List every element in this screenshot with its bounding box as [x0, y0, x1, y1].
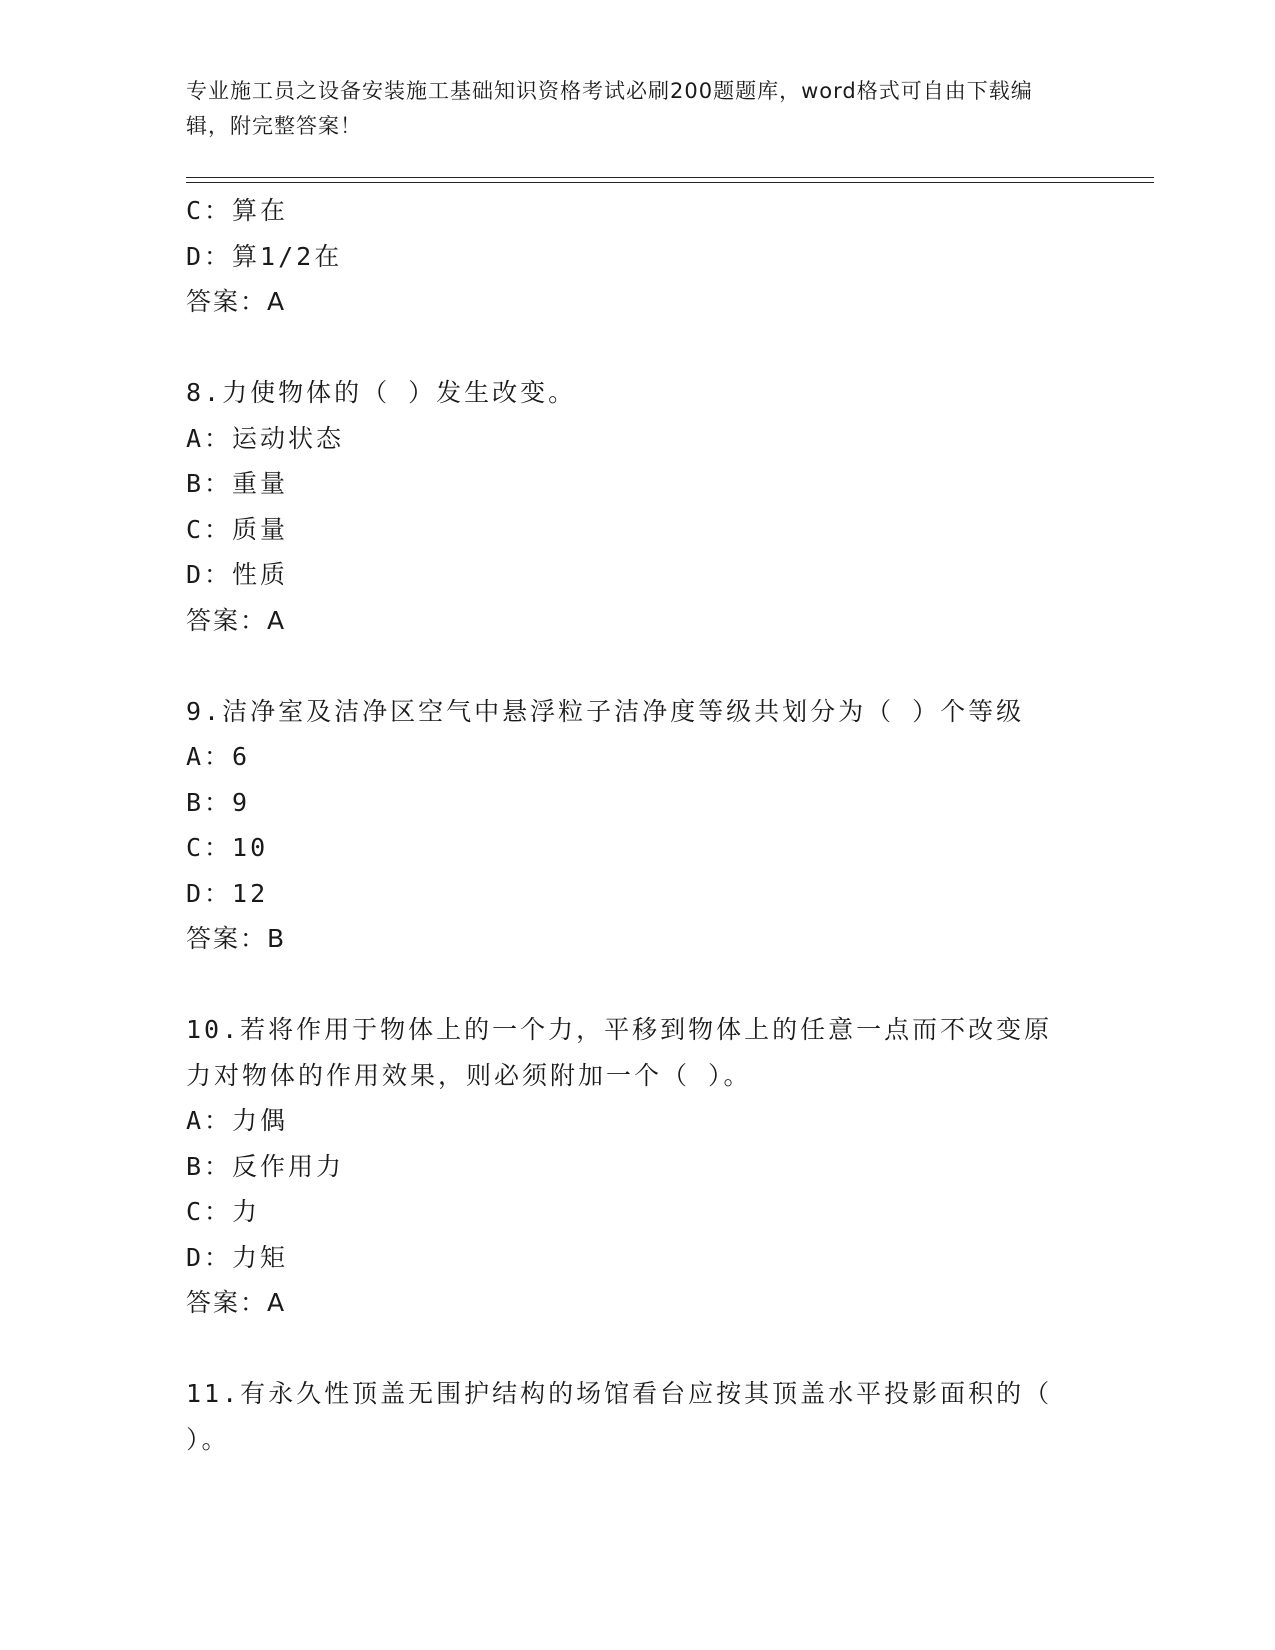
question-list	[186, 188, 1086, 1462]
spacer	[186, 643, 1086, 689]
document-title: 专业施工员之设备安装施工基础知识资格考试必刷200题题库，word格式可自由下载编辑，附完整答案！	[186, 79, 1033, 138]
question-text: 8.力使物体的（ ）发生改变。	[186, 378, 577, 407]
question-7	[186, 188, 1086, 325]
option-c: C：10	[186, 833, 269, 862]
document-header	[186, 74, 1066, 144]
option-a: A：运动状态	[186, 423, 345, 453]
option-d: D：12	[186, 878, 269, 908]
question-10	[186, 1007, 1086, 1326]
option-b: B：重量	[186, 469, 289, 498]
option-b: B：反作用力	[186, 1151, 345, 1181]
option-a: A：6	[186, 742, 251, 771]
header-divider-bottom	[186, 182, 1154, 183]
question-text-line-2: 力对物体的作用效果，则必须附加一个（ ）。	[186, 1060, 752, 1090]
question-text: 9.洁净室及洁净区空气中悬浮粒子洁净度等级共划分为（ ）个等级	[186, 696, 1025, 726]
answer: 答案：A	[186, 287, 287, 316]
question-text-line-2: ）。	[186, 1424, 230, 1454]
option-b: B：9	[186, 787, 251, 817]
option-a: A：力偶	[186, 1106, 289, 1135]
option-c: C：质量	[186, 514, 289, 544]
answer: 答案：A	[186, 1288, 287, 1317]
option-d: D：算1/2在	[186, 241, 343, 271]
answer: 答案：B	[186, 924, 287, 953]
spacer	[186, 962, 1086, 1008]
question-11	[186, 1371, 1086, 1462]
question-8	[186, 370, 1086, 643]
question-9	[186, 689, 1086, 962]
header-divider-top	[186, 177, 1154, 178]
option-c: C：算在	[186, 196, 289, 225]
option-d: D：力矩	[186, 1242, 289, 1272]
question-text-line-1: 11.有永久性顶盖无围护结构的场馆看台应按其顶盖水平投影面积的（	[186, 1379, 1053, 1408]
option-d: D：性质	[186, 560, 289, 589]
option-c: C：力	[186, 1197, 261, 1226]
answer: 答案：A	[186, 605, 287, 635]
spacer	[186, 1326, 1086, 1372]
spacer	[186, 325, 1086, 371]
question-text-line-1: 10.若将作用于物体上的一个力，平移到物体上的任意一点而不改变原	[186, 1015, 1053, 1044]
